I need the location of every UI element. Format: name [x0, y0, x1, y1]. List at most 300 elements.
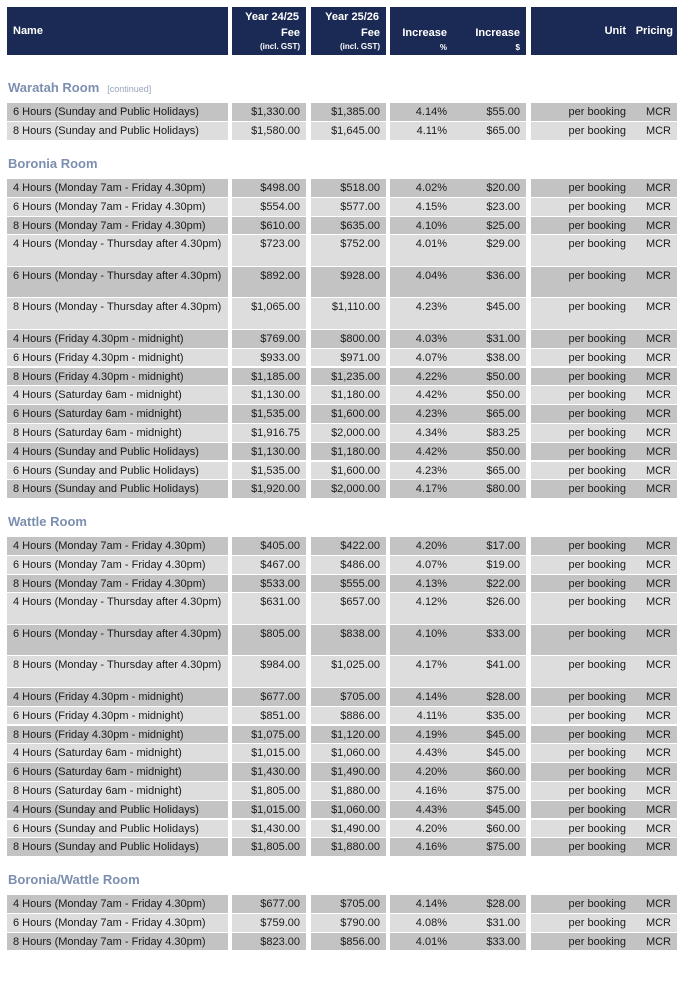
increase-dollar-cell — [453, 801, 526, 819]
table-row — [0, 217, 682, 235]
pricing-value: MCR — [645, 389, 671, 402]
increase-dollar-cell — [453, 103, 526, 121]
row-name-cell — [7, 556, 228, 574]
fee-2425-cell — [232, 801, 306, 819]
increase-dollar-cell — [453, 914, 526, 932]
increase-percent-cell — [390, 424, 453, 442]
fee-2425-cell — [232, 933, 306, 951]
unit-value: per booking — [568, 540, 626, 552]
unit-cell — [531, 122, 632, 140]
increase-percent-value: 4.19% — [415, 728, 447, 741]
unit-cell — [531, 198, 632, 216]
pricing-cell — [632, 480, 677, 498]
increase-percent-value: 4.11% — [416, 709, 447, 722]
fee-2425-value: $1,535.00 — [251, 408, 300, 421]
row-name-cell — [7, 405, 228, 423]
increase-dollar-cell — [453, 625, 526, 656]
fee-2526-cell — [311, 801, 386, 819]
increase-percent-cell — [390, 914, 453, 932]
increase-percent-value: 4.07% — [415, 351, 447, 364]
pricing-value: MCR — [645, 332, 671, 345]
row-name-cell — [7, 330, 228, 348]
unit-value: per booking — [568, 803, 626, 816]
fee-2526-cell — [311, 556, 386, 574]
section-title-text: Boronia/Wattle Room — [8, 872, 140, 887]
fee-2526-cell — [311, 707, 386, 725]
fee-2526-value: $1,110.00 — [331, 301, 380, 314]
pricing-value: MCR — [645, 766, 671, 779]
increase-dollar-cell — [453, 122, 526, 140]
increase-percent-value: 4.14% — [415, 106, 447, 118]
pricing-value: MCR — [645, 370, 671, 383]
increase-percent-value: 4.20% — [415, 822, 447, 835]
pricing-value: MCR — [645, 916, 671, 929]
increase-dollar-cell — [453, 386, 526, 404]
table-row — [0, 330, 682, 348]
pricing-value: MCR — [645, 747, 671, 760]
table-row — [0, 763, 682, 781]
row-name-value: 8 Hours (Friday 4.30pm - midnight) — [13, 370, 184, 383]
unit-cell — [531, 349, 632, 367]
fee-2425-cell — [232, 593, 306, 624]
unit-value: per booking — [568, 124, 626, 137]
increase-dollar-value: $60.00 — [486, 822, 520, 835]
pricing-cell — [632, 443, 677, 461]
increase-dollar-cell — [453, 298, 526, 329]
table-row — [0, 122, 682, 140]
fee-2425-cell — [232, 330, 306, 348]
increase-dollar-value: $31.00 — [486, 916, 520, 929]
fee-2526-cell — [311, 443, 386, 461]
table-row — [0, 820, 682, 838]
pricing-value: MCR — [645, 784, 671, 797]
increase-percent-cell — [390, 895, 453, 913]
increase-dollar-value: $36.00 — [486, 269, 520, 282]
fee-2425-cell — [232, 726, 306, 744]
unit-cell — [531, 330, 632, 348]
pricing-value: MCR — [645, 301, 671, 314]
increase-dollar-value: $17.00 — [486, 540, 520, 552]
increase-dollar-value: $23.00 — [486, 200, 520, 213]
row-name-cell — [7, 443, 228, 461]
increase-percent-cell — [390, 801, 453, 819]
row-name-cell — [7, 198, 228, 216]
increase-dollar-cell — [453, 462, 526, 480]
row-name-cell — [7, 103, 228, 121]
increase-percent-value: 4.16% — [415, 841, 447, 854]
increase-percent-value: 4.04% — [415, 269, 447, 282]
pricing-cell — [632, 593, 677, 624]
fee-2526-value: $657.00 — [340, 596, 380, 609]
fee-2526-value: $705.00 — [340, 898, 380, 910]
pricing-cell — [632, 744, 677, 762]
fee-2425-cell — [232, 656, 306, 687]
fee-2425-cell — [232, 349, 306, 367]
increase-percent-cell — [390, 782, 453, 800]
pricing-value: MCR — [645, 935, 671, 948]
increase-percent-cell — [390, 933, 453, 951]
increase-percent-cell — [390, 480, 453, 498]
row-name-cell — [7, 235, 228, 266]
increase-percent-cell — [390, 820, 453, 838]
increase-dollar-value: $33.00 — [486, 935, 520, 948]
fee-2526-value: $886.00 — [340, 709, 380, 722]
increase-percent-cell — [390, 625, 453, 656]
row-name-cell — [7, 267, 228, 298]
fee-2425-value: $1,580.00 — [251, 124, 300, 137]
row-name-value: 4 Hours (Monday 7am - Friday 4.30pm) — [13, 540, 206, 552]
fee-2425-value: $1,015.00 — [251, 747, 300, 760]
fee-2425-cell — [232, 820, 306, 838]
increase-dollar-cell — [453, 179, 526, 197]
fee-2425-cell — [232, 405, 306, 423]
fee-2526-value: $1,880.00 — [331, 784, 380, 797]
fee-2425-value: $933.00 — [260, 351, 300, 364]
row-name-cell — [7, 914, 228, 932]
unit-value: per booking — [568, 332, 626, 345]
unit-cell — [531, 179, 632, 197]
header-name: Name — [7, 7, 228, 55]
fee-2425-cell — [232, 462, 306, 480]
increase-dollar-value: $25.00 — [486, 219, 520, 232]
fee-2526-value: $705.00 — [340, 690, 380, 703]
fee-2425-value: $677.00 — [260, 898, 300, 910]
pricing-cell — [632, 537, 677, 555]
pricing-cell — [632, 688, 677, 706]
header-year-24-25-fee: Year 24/25 Fee (incl. GST) — [232, 7, 306, 55]
increase-percent-value: 4.15% — [415, 200, 447, 213]
row-name-value: 6 Hours (Sunday and Public Holidays) — [13, 464, 199, 477]
increase-percent-cell — [390, 556, 453, 574]
row-name-value: 8 Hours (Monday - Thursday after 4.30pm) — [13, 659, 222, 672]
fee-2526-cell — [311, 235, 386, 266]
increase-dollar-cell — [453, 424, 526, 442]
increase-percent-cell — [390, 575, 453, 593]
unit-value: per booking — [568, 182, 626, 194]
fee-2526-value: $577.00 — [340, 200, 380, 213]
fee-2526-value: $800.00 — [340, 332, 380, 345]
fee-2425-cell — [232, 838, 306, 856]
increase-percent-value: 4.43% — [415, 803, 447, 816]
increase-percent-cell — [390, 744, 453, 762]
increase-percent-value: 4.12% — [415, 596, 447, 609]
header-increase-percent: Increase % — [390, 7, 453, 55]
fee-2526-value: $1,490.00 — [331, 822, 380, 835]
increase-percent-cell — [390, 462, 453, 480]
row-name-value: 8 Hours (Monday - Thursday after 4.30pm) — [13, 301, 222, 314]
increase-percent-value: 4.03% — [415, 332, 447, 345]
section-title-text: Boronia Room — [8, 156, 98, 171]
fee-2526-value: $971.00 — [340, 351, 380, 364]
fee-2425-value: $1,535.00 — [251, 464, 300, 477]
row-name-cell — [7, 707, 228, 725]
pricing-cell — [632, 198, 677, 216]
unit-value: per booking — [568, 898, 626, 910]
fee-2526-cell — [311, 782, 386, 800]
increase-dollar-cell — [453, 235, 526, 266]
unit-value: per booking — [568, 822, 626, 835]
fee-2526-cell — [311, 537, 386, 555]
increase-dollar-value: $83.25 — [486, 426, 520, 439]
fee-2526-cell — [311, 933, 386, 951]
increase-percent-cell — [390, 349, 453, 367]
unit-cell — [531, 480, 632, 498]
fee-2425-value: $1,330.00 — [251, 106, 300, 118]
table-row — [0, 386, 682, 404]
fee-2526-cell — [311, 298, 386, 329]
increase-percent-value: 4.42% — [415, 389, 447, 402]
pricing-value: MCR — [645, 841, 671, 854]
row-name-value: 8 Hours (Monday 7am - Friday 4.30pm) — [13, 577, 206, 590]
row-name-value: 6 Hours (Sunday and Public Holidays) — [13, 106, 199, 118]
fee-2425-cell — [232, 122, 306, 140]
table-row — [0, 801, 682, 819]
row-name-value: 8 Hours (Friday 4.30pm - midnight) — [13, 728, 184, 741]
table-row — [0, 625, 682, 656]
fee-2526-cell — [311, 625, 386, 656]
increase-percent-cell — [390, 235, 453, 266]
pricing-value: MCR — [645, 822, 671, 835]
row-name-cell — [7, 424, 228, 442]
increase-dollar-value: $50.00 — [486, 445, 520, 458]
unit-value: per booking — [568, 916, 626, 929]
unit-cell — [531, 556, 632, 574]
unit-cell — [531, 368, 632, 386]
section-title-text: Wattle Room — [8, 514, 87, 529]
unit-value: per booking — [568, 558, 626, 571]
fee-2526-cell — [311, 179, 386, 197]
row-name-cell — [7, 763, 228, 781]
fee-2526-cell — [311, 914, 386, 932]
pricing-cell — [632, 763, 677, 781]
unit-cell — [531, 801, 632, 819]
increase-dollar-cell — [453, 556, 526, 574]
row-name-cell — [7, 656, 228, 687]
unit-value: per booking — [568, 690, 626, 703]
fee-2425-value: $984.00 — [260, 659, 300, 672]
pricing-value: MCR — [645, 803, 671, 816]
increase-percent-value: 4.14% — [415, 898, 447, 910]
pricing-cell — [632, 349, 677, 367]
table-row — [0, 462, 682, 480]
increase-percent-cell — [390, 593, 453, 624]
increase-percent-value: 4.43% — [415, 747, 447, 760]
increase-percent-cell — [390, 688, 453, 706]
row-name-cell — [7, 462, 228, 480]
increase-dollar-value: $20.00 — [486, 182, 520, 194]
fee-2526-cell — [311, 820, 386, 838]
unit-cell — [531, 443, 632, 461]
fee-2425-value: $1,920.00 — [251, 483, 300, 496]
fee-2526-value: $1,600.00 — [331, 408, 380, 421]
fee-2425-value: $1,130.00 — [251, 389, 300, 402]
table-row — [0, 782, 682, 800]
row-name-cell — [7, 625, 228, 656]
row-name-cell — [7, 217, 228, 235]
pricing-cell — [632, 838, 677, 856]
increase-dollar-value: $50.00 — [486, 389, 520, 402]
table-row — [0, 349, 682, 367]
fee-2526-value: $1,235.00 — [331, 370, 380, 383]
row-name-cell — [7, 838, 228, 856]
row-name-value: 4 Hours (Monday - Thursday after 4.30pm) — [13, 238, 222, 251]
table-row — [0, 688, 682, 706]
increase-percent-value: 4.02% — [415, 182, 447, 194]
fee-2425-value: $610.00 — [260, 219, 300, 232]
unit-value: per booking — [568, 766, 626, 779]
unit-value: per booking — [568, 200, 626, 213]
pricing-cell — [632, 267, 677, 298]
fee-2425-cell — [232, 763, 306, 781]
increase-dollar-value: $35.00 — [486, 709, 520, 722]
row-name-value: 6 Hours (Monday - Thursday after 4.30pm) — [13, 627, 222, 640]
table-row — [0, 933, 682, 951]
unit-value: per booking — [568, 219, 626, 232]
fee-2526-cell — [311, 480, 386, 498]
fee-2526-cell — [311, 462, 386, 480]
pricing-cell — [632, 707, 677, 725]
section-title — [8, 79, 151, 97]
row-name-value: 4 Hours (Friday 4.30pm - midnight) — [13, 690, 184, 703]
fee-2526-cell — [311, 368, 386, 386]
row-name-cell — [7, 537, 228, 555]
pricing-cell — [632, 914, 677, 932]
fee-2526-cell — [311, 405, 386, 423]
increase-percent-value: 4.34% — [415, 426, 447, 439]
row-name-cell — [7, 386, 228, 404]
increase-percent-cell — [390, 386, 453, 404]
pricing-cell — [632, 217, 677, 235]
header-year-25-26-fee: Year 25/26 Fee (incl. GST) — [311, 7, 386, 55]
increase-percent-cell — [390, 537, 453, 555]
unit-cell — [531, 235, 632, 266]
increase-dollar-value: $65.00 — [486, 408, 520, 421]
row-name-cell — [7, 933, 228, 951]
increase-dollar-cell — [453, 480, 526, 498]
row-name-value: 4 Hours (Sunday and Public Holidays) — [13, 445, 199, 458]
fee-2526-cell — [311, 424, 386, 442]
row-name-value: 6 Hours (Saturday 6am - midnight) — [13, 408, 182, 421]
pricing-value: MCR — [645, 690, 671, 703]
table-row — [0, 895, 682, 913]
row-name-value: 8 Hours (Saturday 6am - midnight) — [13, 426, 182, 439]
fee-2526-value: $1,180.00 — [331, 389, 380, 402]
fee-2425-value: $723.00 — [260, 238, 300, 251]
pricing-cell — [632, 556, 677, 574]
fee-2526-cell — [311, 593, 386, 624]
unit-value: per booking — [568, 238, 626, 251]
table-row — [0, 726, 682, 744]
header-increase-dollar: Increase $ — [453, 7, 526, 55]
increase-dollar-value: $45.00 — [486, 728, 520, 741]
fee-2425-value: $823.00 — [260, 935, 300, 948]
section-title — [8, 871, 140, 889]
increase-dollar-value: $22.00 — [486, 577, 520, 590]
pricing-value: MCR — [645, 728, 671, 741]
fee-2425-cell — [232, 480, 306, 498]
unit-value: per booking — [568, 659, 626, 672]
fee-2526-value: $1,645.00 — [331, 124, 380, 137]
table-row — [0, 368, 682, 386]
increase-dollar-cell — [453, 198, 526, 216]
fee-2526-cell — [311, 198, 386, 216]
row-name-value: 6 Hours (Monday 7am - Friday 4.30pm) — [13, 558, 206, 571]
unit-cell — [531, 462, 632, 480]
increase-dollar-cell — [453, 593, 526, 624]
increase-dollar-value: $28.00 — [486, 898, 520, 910]
increase-dollar-cell — [453, 726, 526, 744]
fee-2425-value: $1,075.00 — [251, 728, 300, 741]
fee-2526-value: $1,600.00 — [331, 464, 380, 477]
unit-cell — [531, 707, 632, 725]
row-name-value: 4 Hours (Monday - Thursday after 4.30pm) — [13, 596, 222, 609]
row-name-cell — [7, 179, 228, 197]
row-name-cell — [7, 820, 228, 838]
fee-2425-value: $1,916.75 — [251, 426, 300, 439]
unit-cell — [531, 298, 632, 329]
row-name-value: 8 Hours (Sunday and Public Holidays) — [13, 124, 199, 137]
increase-dollar-cell — [453, 707, 526, 725]
fee-2425-cell — [232, 103, 306, 121]
increase-dollar-cell — [453, 895, 526, 913]
increase-percent-value: 4.08% — [415, 916, 447, 929]
row-name-value: 6 Hours (Monday - Thursday after 4.30pm) — [13, 269, 222, 282]
row-name-cell — [7, 801, 228, 819]
increase-percent-cell — [390, 217, 453, 235]
pricing-cell — [632, 405, 677, 423]
increase-percent-value: 4.07% — [415, 558, 447, 571]
increase-percent-cell — [390, 405, 453, 423]
fee-2425-cell — [232, 744, 306, 762]
table-row — [0, 405, 682, 423]
unit-value: per booking — [568, 596, 626, 609]
pricing-value: MCR — [645, 445, 671, 458]
increase-dollar-value: $50.00 — [486, 370, 520, 383]
unit-cell — [531, 820, 632, 838]
unit-value: per booking — [568, 370, 626, 383]
row-name-cell — [7, 726, 228, 744]
fee-2425-cell — [232, 179, 306, 197]
pricing-cell — [632, 726, 677, 744]
increase-dollar-cell — [453, 782, 526, 800]
increase-dollar-cell — [453, 349, 526, 367]
table-row — [0, 424, 682, 442]
fee-2425-value: $1,015.00 — [251, 803, 300, 816]
fee-2526-value: $1,025.00 — [331, 659, 380, 672]
increase-dollar-cell — [453, 368, 526, 386]
unit-value: per booking — [568, 106, 626, 118]
increase-dollar-value: $65.00 — [486, 124, 520, 137]
row-name-cell — [7, 782, 228, 800]
increase-dollar-cell — [453, 838, 526, 856]
table-row — [0, 656, 682, 687]
increase-dollar-cell — [453, 443, 526, 461]
unit-cell — [531, 405, 632, 423]
fee-2526-cell — [311, 330, 386, 348]
fee-2425-cell — [232, 575, 306, 593]
header-pricing: Pricing — [632, 7, 677, 55]
increase-percent-value: 4.14% — [415, 690, 447, 703]
unit-cell — [531, 895, 632, 913]
increase-dollar-value: $29.00 — [486, 238, 520, 251]
table-row — [0, 443, 682, 461]
increase-dollar-cell — [453, 267, 526, 298]
unit-value: per booking — [568, 269, 626, 282]
unit-cell — [531, 386, 632, 404]
increase-percent-value: 4.10% — [415, 219, 447, 232]
increase-dollar-value: $41.00 — [486, 659, 520, 672]
row-name-cell — [7, 575, 228, 593]
